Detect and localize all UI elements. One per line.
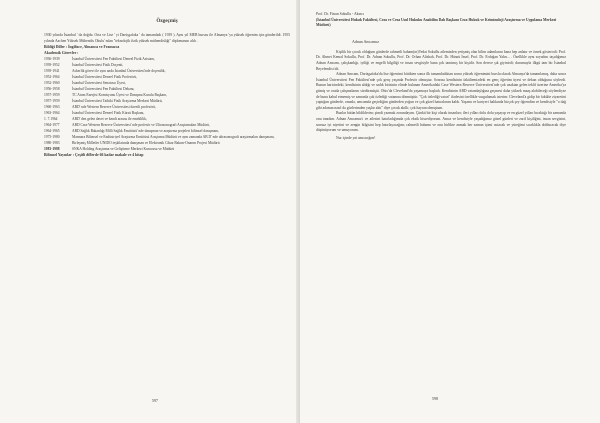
entry-text: SNKA Holding Araştırma ve Geliştirme Merkezi Kurucusu ve Müdürü [72, 147, 175, 152]
entry-text: ABD' nde Western Reserve Üniversitesi davetli profesörü, [72, 105, 156, 110]
entry-text: ABD' den gelen davet ve kendi arzusu ile emeklilik, [72, 117, 147, 122]
entry-text: İstanbul Üniversitesi Tatbiki Fizik Araştırma Merkezi Müdürü, [72, 99, 163, 104]
entry-year: 1. 7.1964 [44, 117, 58, 122]
entry-year: 1975-1980 [44, 135, 60, 140]
entry-year: 1964-1977 [44, 123, 60, 128]
body-paragraph: Bunlar bütün bildiklerim; şimdi yazmak zorundayım. Çünkü bir kişi olarak insanları; ileri yılları dolu dolu yaşayıp ve en güzel yılları bıraktığı bir zamanda onu tanıdım. Adnan Amcamız'ı ve ailesini hatırladığımda çok eksik hissediyorum. Amca ve kendisiyle yaşadığımız güzel günleri ve zarif kişiliğini, insan sevgisini, sonsuz iyi niyetini ve zengin bilgisini hep hatırlayacağım; rahmetli babamı ve onu birlikte anmak her zaman içimi ısıtacak ve yüreğimi sıcaklıkla dolduracak diye düşünüyorum ve umuyorum. [316, 111, 566, 133]
body-paragraph: Kişilik bir çocuk olduğum günlerde rahmetli babam(ın)Vedat Sokullu ailemizden yetişmiş olan bilim adamlarını bana hep anlatır ve örnek gösterirdi: Prof. Dr. Ahmet Kemal Sokullu, Prof. Dr. Adnan Sokullu, Prof. Dr. Orhan Alisbah, Prof. Dr. Hüsnü İnsel, Prof. Dr. Erdoğan Yalın... . Özellikle aynı soyadını taşıdığımız Adnan Amcam, çalışkanlığı, iyiliği ve engelli bilgiliği ve insan sevgisiyle bana çok tanıtmış bir kişidir. Son derece şık giyinirdi; durumuyla ilkgü tam bir İstanbul Beyefendisi idi. [316, 49, 566, 71]
list-item [44, 146, 290, 152]
author-affiliation: (İstanbul Üniversitesi Hukuk Fakültesi, Ceza ve Ceza Usul Hukuku Anabilim Dalı Başkanı Ceza Hukuk ve Kriminoloji Araştırma ve Uygulama Merkezi Müdürü) [316, 17, 557, 28]
author-name: Prof. Dr. Füsun Sokullu - Akıncı [316, 12, 365, 16]
closing-line: Nur içinde yat amcacığım! [336, 135, 376, 140]
entry-text: İstanbul Üniversitesi Fen Fakültesi Dekanı, [72, 87, 135, 92]
entry-year: 1956-1958 [44, 87, 60, 92]
entry-text: Marmara Bilimsel ve Endüstriyel Araştırma Enstitüsü Araştırma Müdürü ve aynı zamanda AB D' nde ultrasonografi araştırmaları danışmanı, [72, 135, 275, 140]
entry-year: 1952-1964 [44, 75, 60, 80]
entry-text: Askerlik görevi ile aynı anda İstanbul Üniversitesi'nde doçentlik, [72, 69, 166, 74]
entry-year: 1964-1965 [44, 129, 60, 134]
entry-text: TC Atom Enerjisi Komisyonu Üyesi ve Danışma Kurulu Başkanı, [72, 93, 167, 98]
entry-text: İstanbul Üniversitesi Deneel Fizik Profesörü, [72, 75, 137, 80]
languages-line: Bildiği Diller : İngilizce, Almanca ve Fransızca [44, 45, 120, 50]
entry-text: Birleşmiş Milletler UNIDO teşkilatında danışman ve Elektronik Cihaz Bakım-Onarım Projesi Müdürü [72, 141, 220, 146]
entry-year: 1957-1959 [44, 99, 60, 104]
entry-text: ABD Sağlık Bakanlığı Milli Sağlık Enstitüsü' nde danışman ve araştırma projeleri bilimsel danışmanı, [72, 129, 220, 134]
entry-year: 1952-1960 [44, 81, 60, 86]
entry-year: 1980-1983 [44, 141, 60, 146]
right-page [300, 0, 600, 423]
entry-year: 1963-1964 [44, 111, 60, 116]
entry-text: İstanbul Üniversitesi Deneel Fizik Kürsü Başkanı, [72, 111, 145, 116]
entry-year: 1939-1952 [44, 63, 60, 68]
works-line: Bilimsel Yayınlar : Çeşitli dillerde 66 kadar makale ve 4 kitap [44, 153, 144, 158]
intro-paragraph: 1930 yılında İstanbul ' da doğdu. Orta ve Lise ' yi Darüşşafaka ' da tamamladı ( 1939 ). Aynı yıl MEB burssu ile Almanya 'ya yüksek öğrenim için gönderildi. 1955 yılında Aachen Yüksek Mühendis Okulu' ndan "teknolojik fizik yüksek mühendisliği" diplomasını aldı . [44, 33, 290, 43]
entry-text: İstanbul Üniversitesi Senatosu Üyesi, [72, 81, 126, 86]
author-header [316, 12, 566, 29]
salutation: Adnan Amcamız [352, 38, 379, 44]
page-title: Özgeçmiş [156, 18, 178, 24]
entry-year: 1957-1959 [44, 93, 60, 98]
duties-heading: Akademik Görevler : [44, 50, 79, 55]
career-list [44, 56, 290, 152]
entry-year: 1939-1941 [44, 69, 60, 74]
page-number-left: 597 [152, 398, 158, 403]
entry-year: 1936-1939 [44, 57, 60, 62]
entry-text: ABD Case Western Reserve Üniversitesi' nde profesör ve Ultrasonografi Araştırmaları Müdürü, [72, 123, 210, 128]
entry-text: İstanbul Üniversitesi Fen Fakültesi Deneel Fizik Asistanı, [72, 57, 155, 62]
page-number-right: 598 [432, 396, 438, 401]
entry-year: 1983-1988 [44, 147, 60, 152]
entry-text: İstanbul Üniversitesi Fizik Doçenti, [72, 63, 124, 68]
body-paragraph: Adnan Amcam, Darüşşafaka'da lise öğrenimi bittikten sonra ilk tamamladıktan sonra yüksek öğrenimini burslu olarak Almanya'da tamamlamış, daha sonra İstanbul Üniversitesi Fen Fakültesi'nde çok genç yaşında Profesör olmuştur. Sonrası kendisinin fakültemizdeki en genç öğretim üyesi ve dekan olduğunu söylerdi. Bunun haricindeki, kendisinin aldığı ve sadık birisinin elinde bulunan Amerikadaki Case Western Reserve Üniversitesi'nde çok uzaktan gelen teklif üzerine Amerika'ya gitmiş ve orada çalışmalarını sürdürmüştü. Ohio'da Cleveland'da yaşamaya başladı. Kendisinin ABD vatandaşlığına geçmesi daha yüksek maaş alabileceği söylendiyse de bunu kabul etmemiş ve zamanla çok özlediği vatanına dönmüştür. "Çok özlediği vatan" ifadesini özellikle vurgulamak isterim: Cleveland'a gidip bir fakülte ziyaretini yaptığım günlerde, onunla, amcamda geçirdiğim günlerden yoğun ve çok güzel hatıralarım kaldı. Yaşamı ve kariyeri hakkında birçok şey öğrendim ve kendisiyle "o dağ gibi adamın nasıl da gözlerimden yaşlar aktı" diye çocuk akıllı; çok hayran olmuştum. [316, 72, 566, 110]
entry-year: 1960-1963 [44, 105, 60, 110]
